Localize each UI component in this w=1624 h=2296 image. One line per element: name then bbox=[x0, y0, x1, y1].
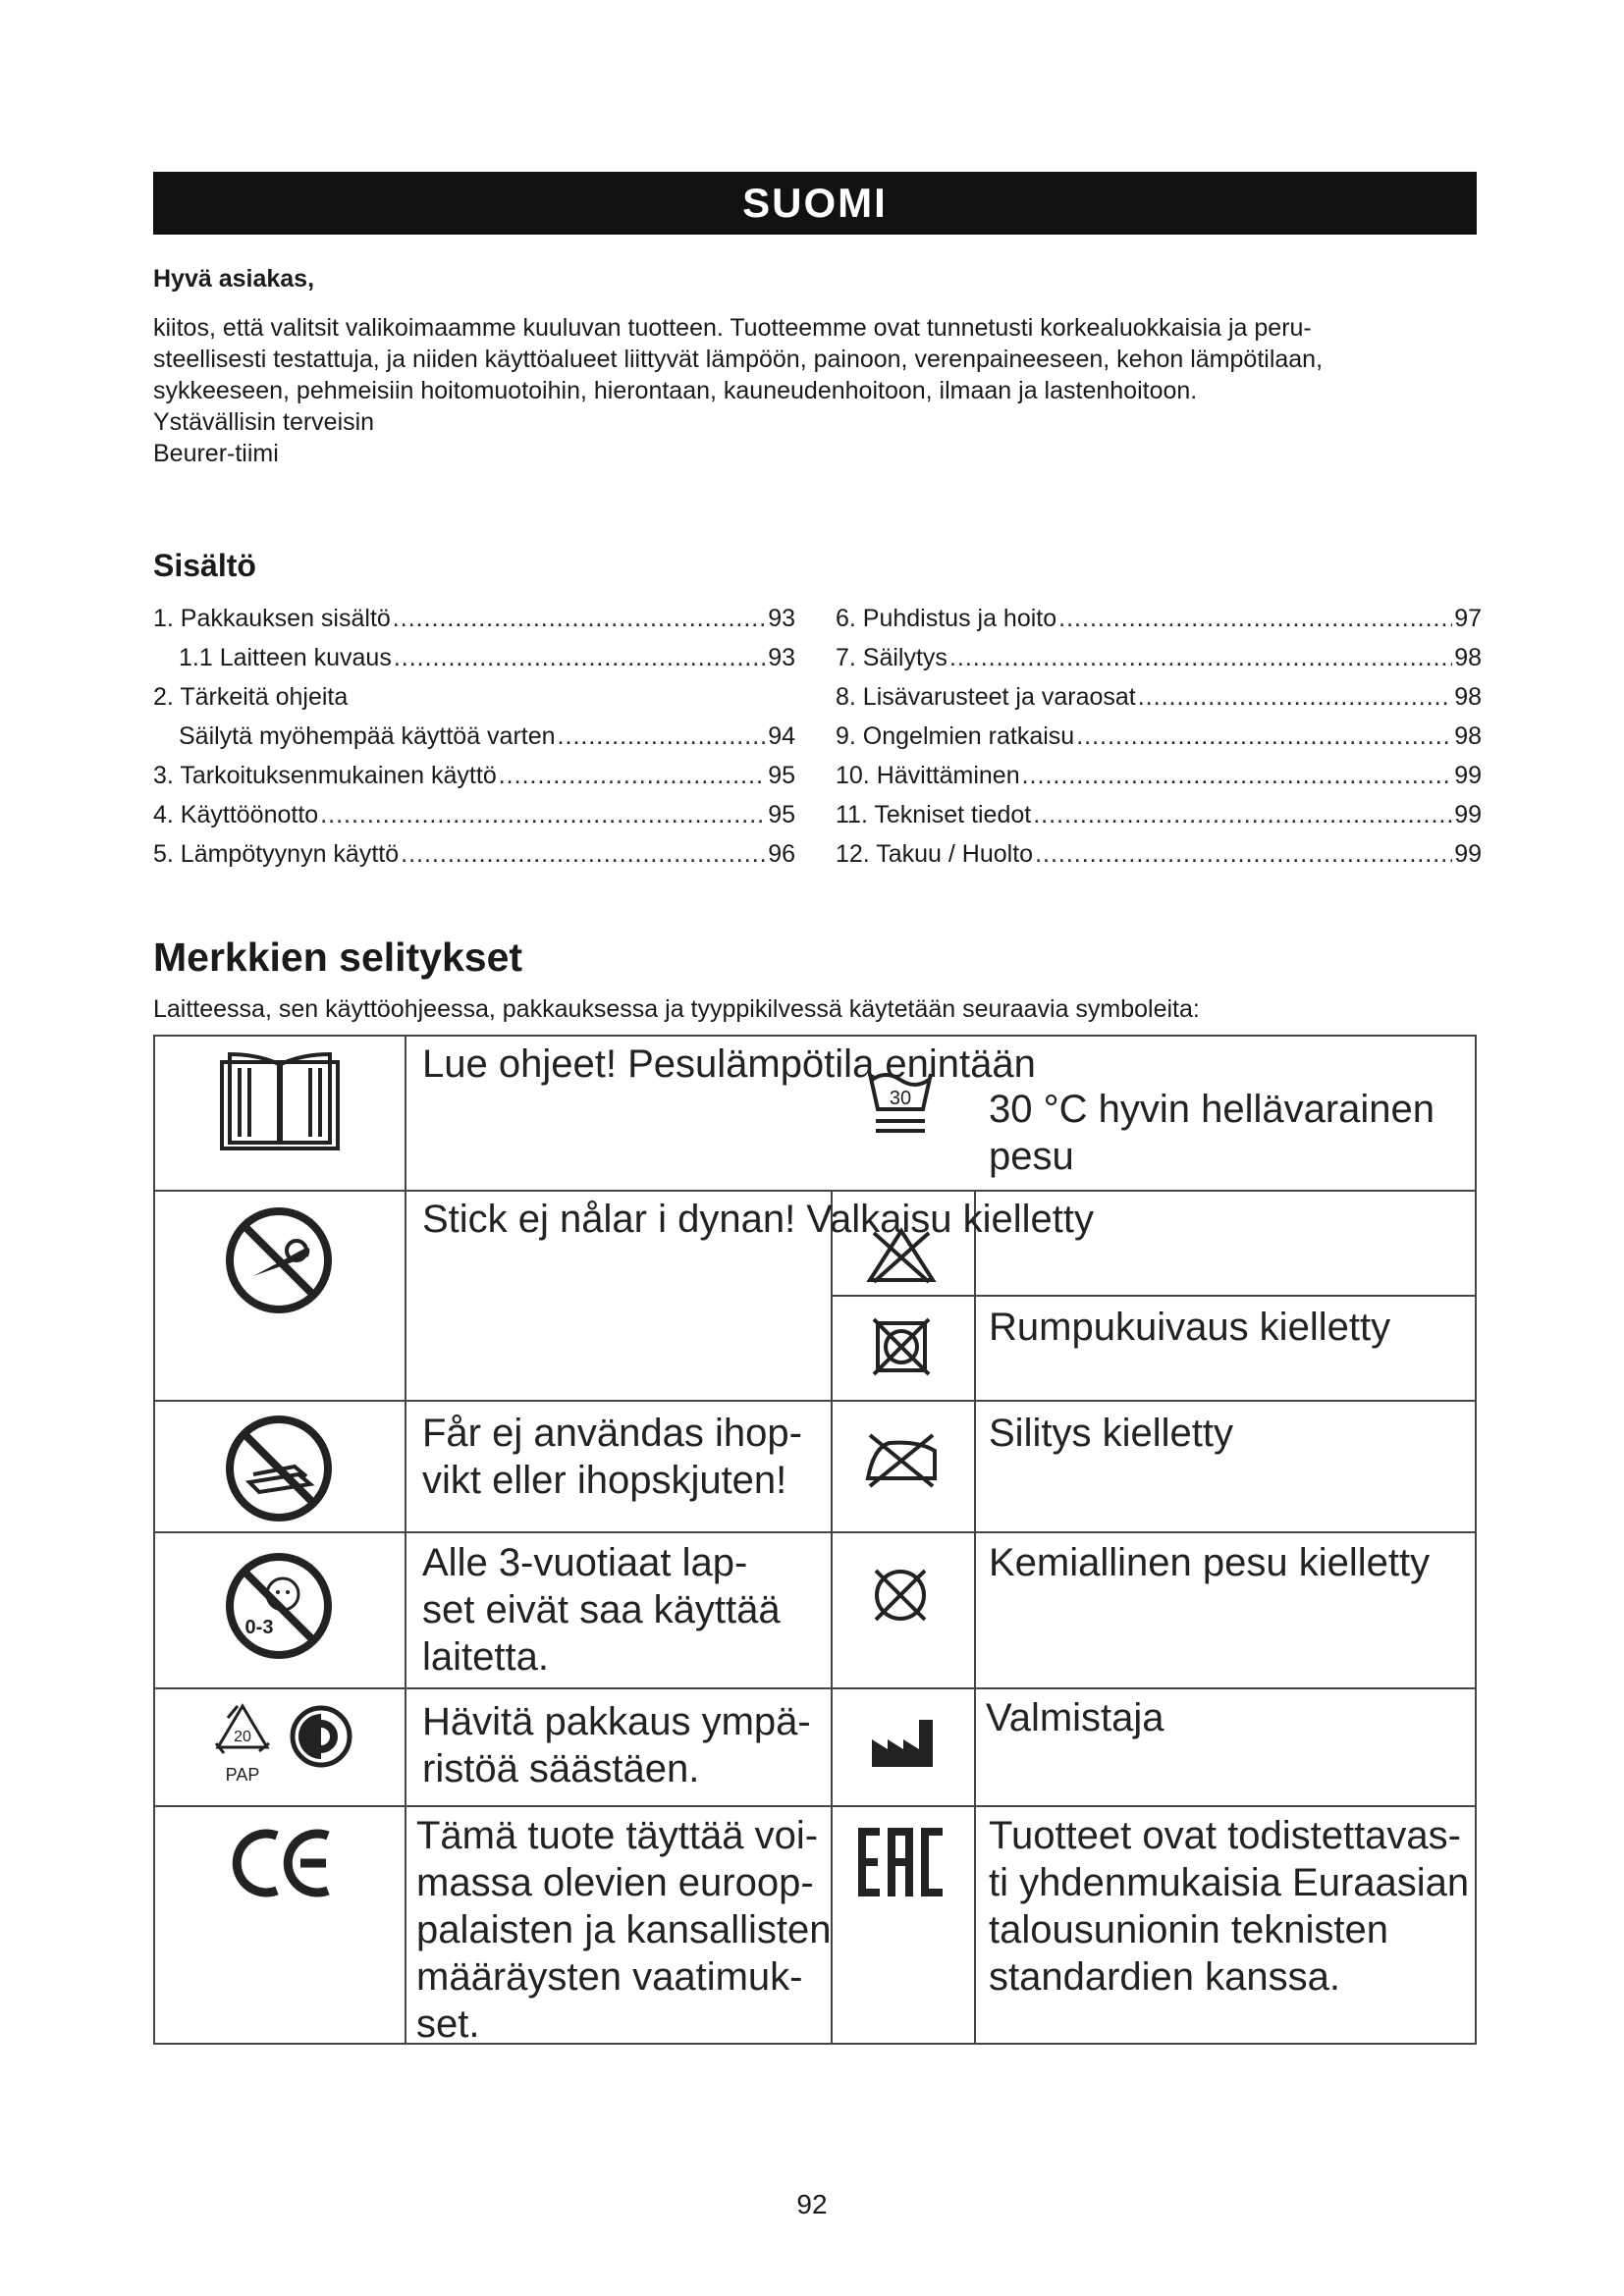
toc-entry[interactable]: 7. Säilytys ..... 98 bbox=[836, 638, 1482, 677]
toc-entry[interactable]: 6. Puhdistus ja hoito ..... 97 bbox=[836, 599, 1482, 638]
no-needles-icon bbox=[224, 1205, 334, 1315]
intro-line: sykkeeseen, pehmeisiin hoitomuotoihin, hierontaan, kauneudenhoitoon, ilmaan ja lastenhoitoon. bbox=[153, 377, 1198, 404]
toc-entry[interactable]: 5. Lämpötyynyn käyttö ..... 96 bbox=[153, 834, 795, 874]
child-warning-text: Alle 3-vuotiaat lap- set eivät saa käyttää laitetta. bbox=[422, 1541, 781, 1679]
read-instructions-text: Lue ohjeet! Pesulämpötila enintään bbox=[422, 1042, 1036, 1086]
legend-title: Merkkien selitykset bbox=[153, 934, 523, 980]
no-tumble-dry-text: Rumpukuivaus kielletty bbox=[989, 1306, 1391, 1349]
green-dot-icon bbox=[289, 1704, 353, 1769]
child-warning-icon bbox=[224, 1551, 334, 1661]
wash-30-text: 30 °C hyvin hellävarainen pesu bbox=[989, 1088, 1435, 1178]
toc-entry[interactable]: 11. Tekniset tiedot ..... 99 bbox=[836, 795, 1482, 834]
no-ironing-icon bbox=[860, 1429, 943, 1492]
toc-entry[interactable]: 10. Hävittäminen ..... 99 bbox=[836, 756, 1482, 795]
toc-entry[interactable]: 1. Pakkauksen sisältö ..... 93 bbox=[153, 599, 795, 638]
no-needles-text: Stick ej nålar i dynan! Valkaisu kielletty bbox=[422, 1198, 1095, 1241]
eac-text: Tuotteet ovat todistettavas- ti yhdenmukaisia Euraasian talousunionin teknisten standardien kanssa. bbox=[989, 1814, 1470, 1999]
dispose-text: Hävitä pakkaus ympä- ristöä säästäen. bbox=[422, 1700, 811, 1790]
toc-entry[interactable]: 2. Tärkeitä ohjeita bbox=[153, 683, 349, 711]
toc-entry[interactable]: 8. Lisävarusteet ja varaosat ..... 98 bbox=[836, 677, 1482, 717]
no-ironing-text: Silitys kielletty bbox=[989, 1412, 1233, 1455]
recycle-icon bbox=[198, 1698, 287, 1787]
language-banner: SUOMI bbox=[153, 172, 1477, 235]
legend-subtitle: Laitteessa, sen käyttöohjeessa, pakkauksessa ja tyyppikilvessä käytetään seuraavia symboleita: bbox=[153, 995, 1200, 1023]
no-dry-clean-text: Kemiallinen pesu kielletty bbox=[989, 1541, 1431, 1584]
toc-entry[interactable]: Säilytä myöhempää käyttöä varten ..... 94 bbox=[153, 717, 795, 756]
no-tumble-dry-icon bbox=[870, 1315, 933, 1378]
intro-line: Ystävällisin terveisin bbox=[153, 408, 375, 436]
ce-mark-icon bbox=[230, 1826, 338, 1900]
toc-entry[interactable]: 4. Käyttöönotto ..... 95 bbox=[153, 795, 795, 834]
no-bleach-icon bbox=[864, 1225, 939, 1286]
greeting: Hyvä asiakas, bbox=[153, 265, 315, 293]
manufacturer-text: Valmistaja bbox=[986, 1696, 1164, 1739]
page-number: 92 bbox=[796, 2189, 828, 2219]
svg-text:0-3: 0-3 bbox=[244, 1617, 274, 1638]
intro-line: steellisesti testattuja, ja niiden käyttöalueet liittyvät lämpöön, painoon, verenpaineeseen, kehon lämpötilaan, bbox=[153, 346, 1324, 373]
no-folding-icon bbox=[224, 1414, 334, 1523]
manufacturer-icon bbox=[868, 1716, 937, 1771]
wash-30-icon bbox=[866, 1060, 935, 1139]
svg-text:20: 20 bbox=[234, 1729, 251, 1745]
svg-text:30: 30 bbox=[889, 1088, 912, 1109]
toc-entry[interactable]: 12. Takuu / Huolto ..... 99 bbox=[836, 834, 1482, 874]
no-dry-clean-icon bbox=[868, 1563, 933, 1628]
toc-entry[interactable]: 3. Tarkoituksenmukainen käyttö ..... 95 bbox=[153, 756, 795, 795]
eac-mark-icon bbox=[856, 1826, 945, 1898]
intro-line: kiitos, että valitsit valikoimaamme kuuluvan tuotteen. Tuotteemme ovat tunnetusti korkealuokkaisia ja peru- bbox=[153, 314, 1312, 342]
toc-entry[interactable]: 9. Ongelmien ratkaisu ..... 98 bbox=[836, 717, 1482, 756]
no-folding-text: Får ej användas ihop- vikt eller ihopskjuten! bbox=[422, 1412, 802, 1502]
toc-entry[interactable]: 1.1 Laitteen kuvaus ..... 93 bbox=[153, 638, 795, 677]
ce-text: Tämä tuote täyttää voi- massa olevien euroop- palaisten ja kansallisten määräysten vaatimuk- set. bbox=[416, 1814, 832, 2046]
intro-line: Beurer-tiimi bbox=[153, 440, 279, 467]
svg-text:PAP: PAP bbox=[225, 1765, 260, 1785]
toc-title: Sisältö bbox=[153, 548, 256, 583]
book-icon bbox=[218, 1048, 342, 1152]
